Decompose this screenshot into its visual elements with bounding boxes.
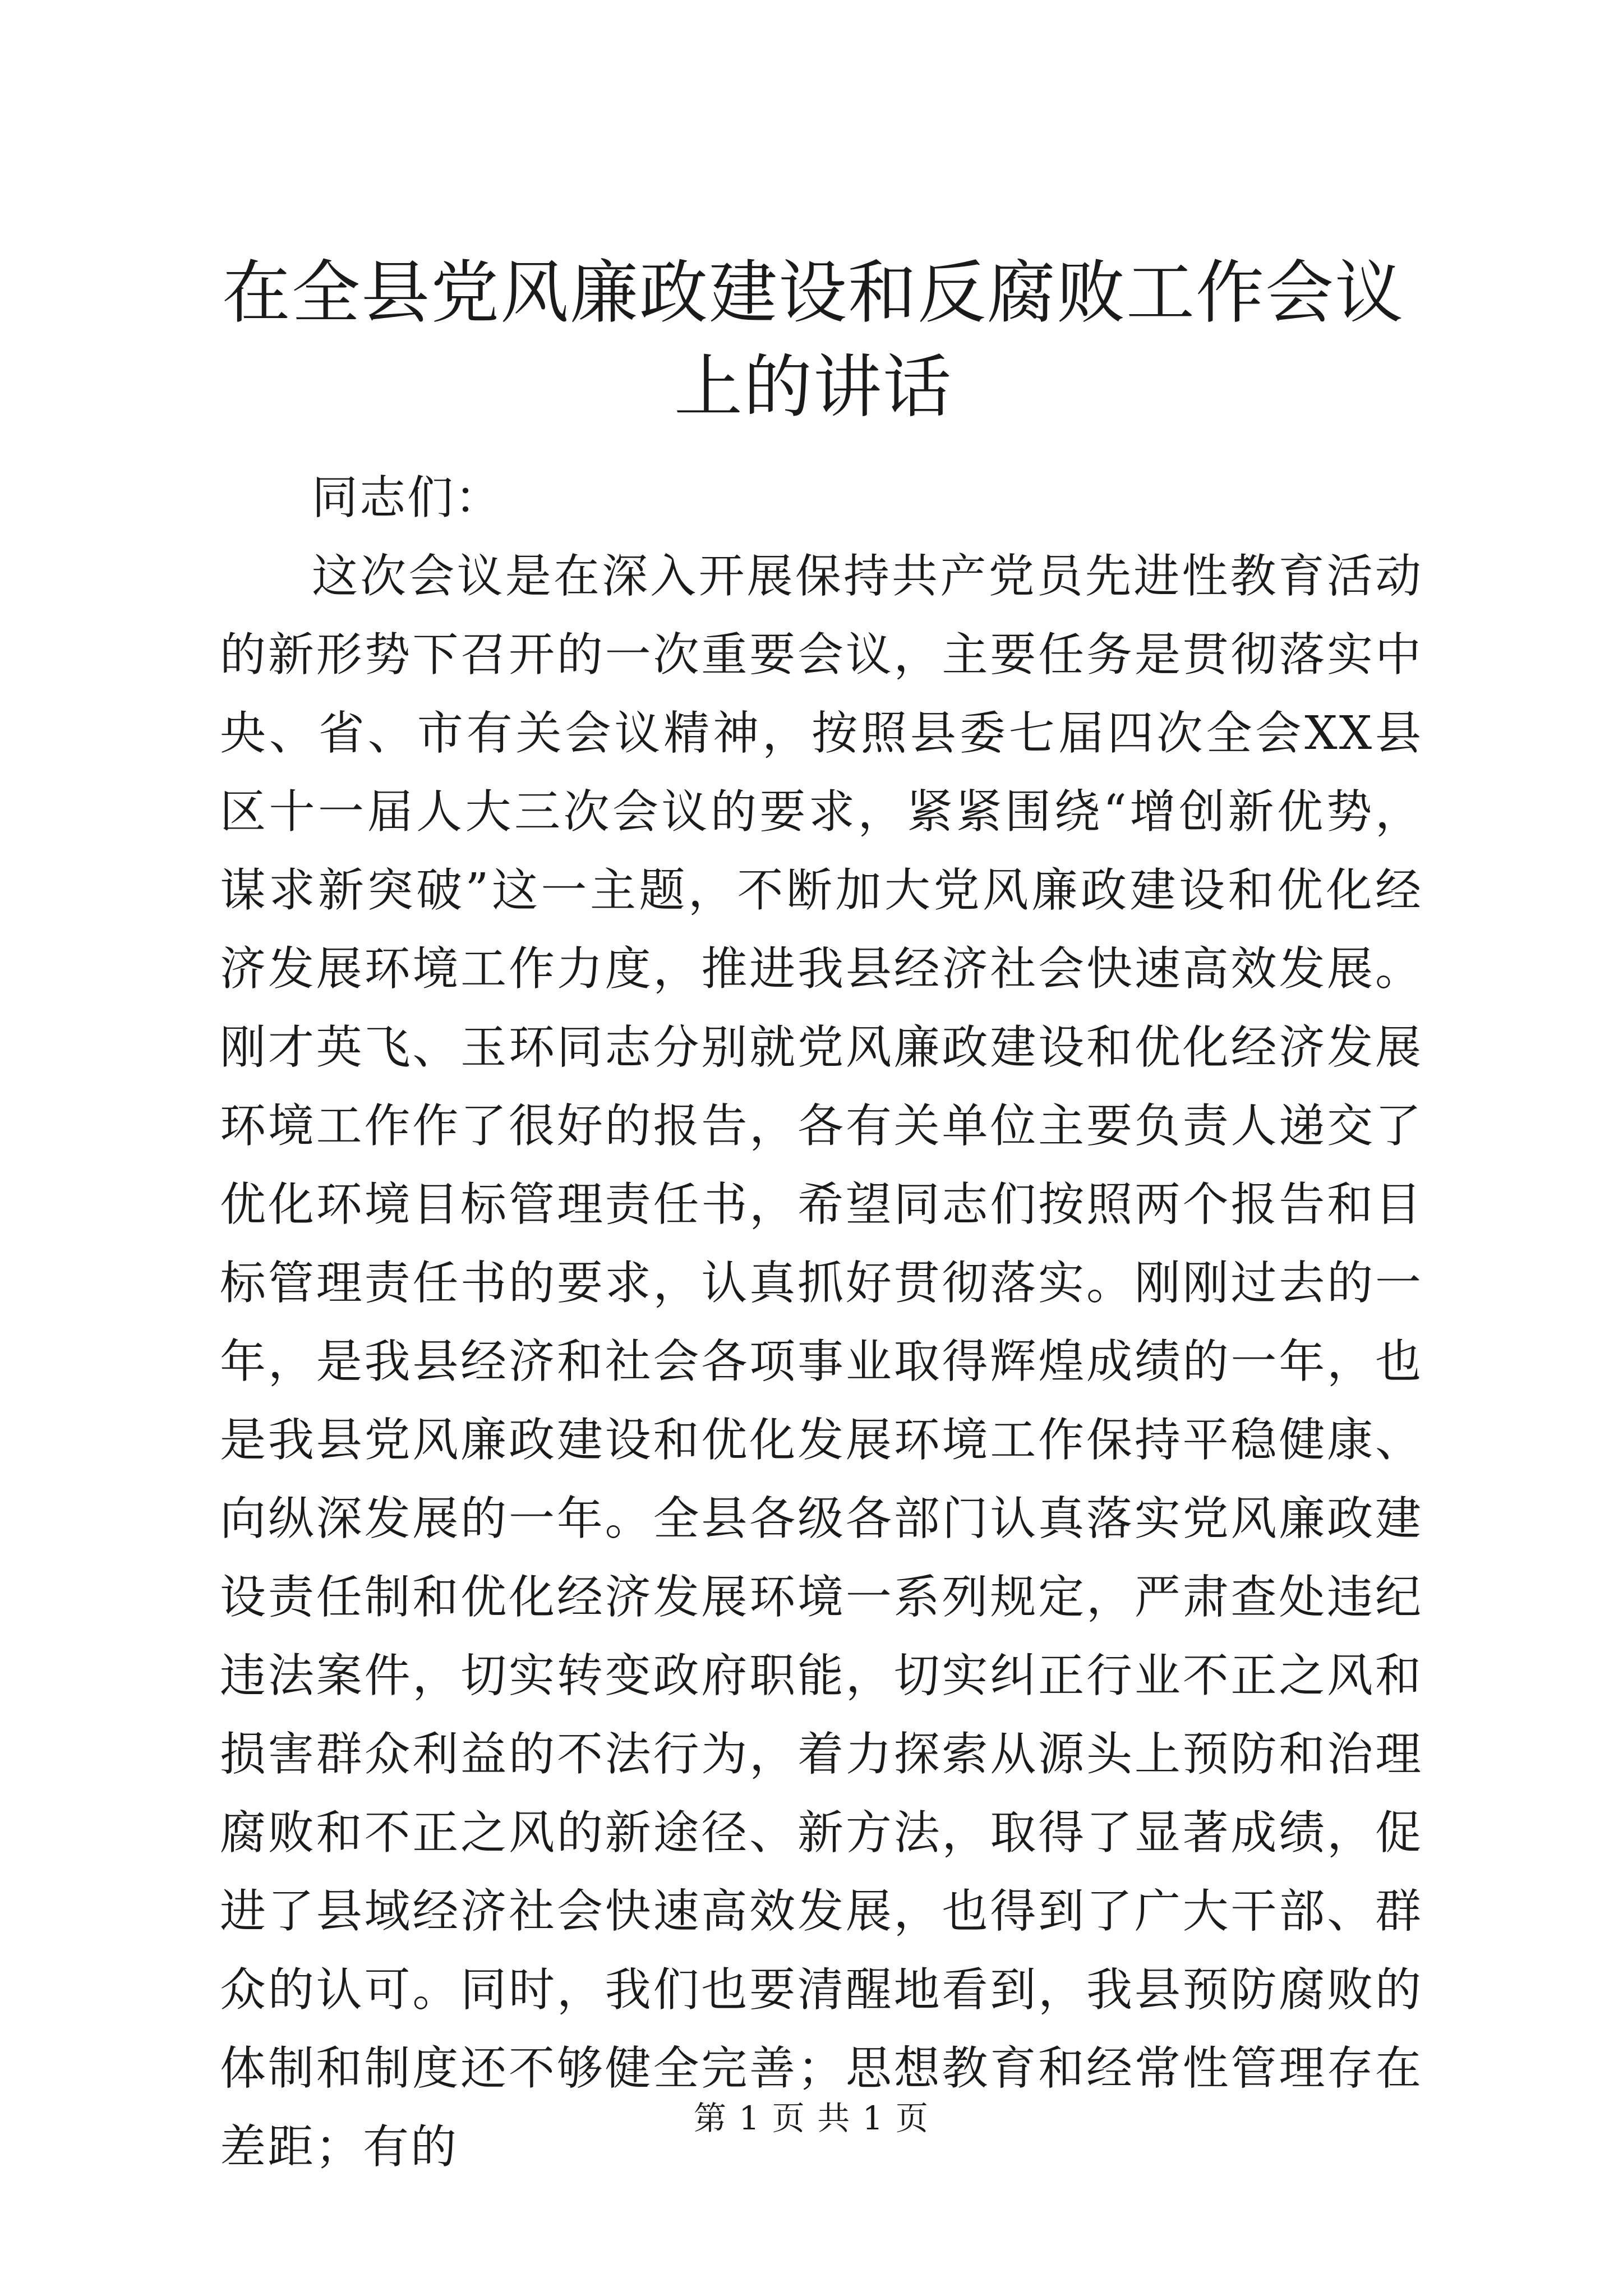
salutation: 同志们： — [312, 471, 503, 524]
document-body — [220, 459, 1423, 2187]
body-paragraph: 这次会议是在深入开展保持共产党员先进性教育活动的新形势下召开的一次重要会议，主要任务是贯彻落实中央、省、市有关会议精神，按照县委七届四次全会XX县区十一届人大三次会议的要求，紧紧围绕“增创新优势，谋求新突破”这一主题，不断加大党风廉政建设和优化经济发展环境工作力度，推进我县经济社会快速高效发展。刚才英飞、玉环同志分别就党风廉政建设和优化经济发展环境工作作了很好的报告，各有关单位主要负责人递交了优化环境目标管理责任书，希望同志们按照两个报告和目标管理责任书的要求，认真抓好贯彻落实。刚刚过去的一年，是我县经济和社会各项事业取得辉煌成绩的一年，也是我县党风廉政建设和优化发展环境工作保持平稳健康、向纵深发展的一年。全县各级各部门认真落实党风廉政建设责任制和优化经济发展环境一系列规定，严肃查处违纪违法案件，切实转变政府职能，切实纠正行业不正之风和损害群众利益的不法行为，着力探索从源头上预防和治理腐败和不正之风的新途径、新方法，取得了显著成绩，促进了县域经济社会快速高效发展，也得到了广大干部、群众的认可。同时，我们也要清醒地看到，我县预防腐败的体制和制度还不够健全完善；思想教育和经常性管理存在差距；有的 — [220, 550, 1423, 2174]
document-title: 在全县党风廉政建设和反腐败工作会议上的讲话 — [222, 253, 1404, 427]
page-footer: 第 1 页 共 1 页 — [694, 2099, 929, 2137]
